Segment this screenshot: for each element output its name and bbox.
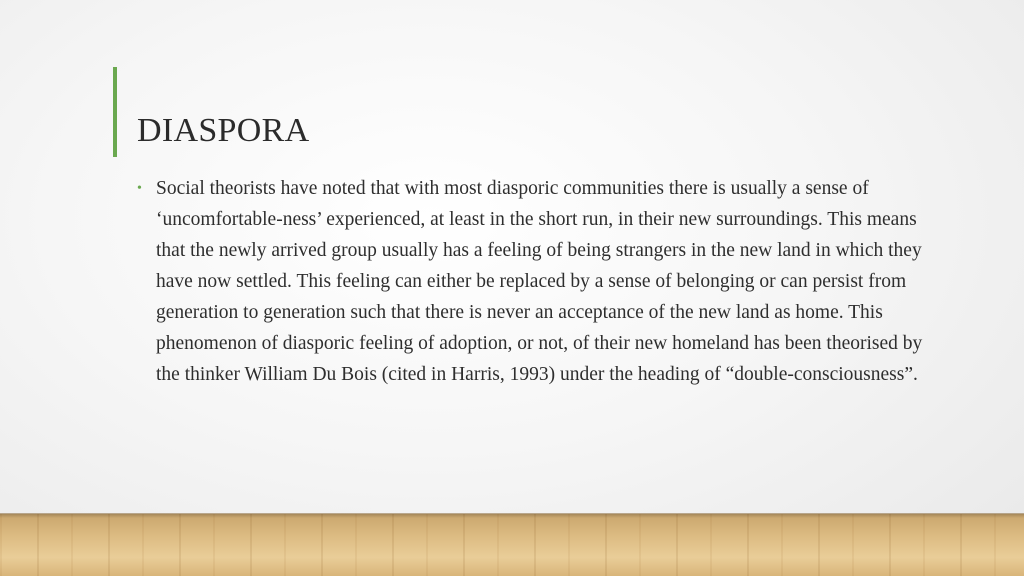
bullet-item bbox=[137, 173, 937, 390]
bullet-dot-icon: • bbox=[137, 181, 142, 196]
slide-body bbox=[137, 173, 937, 390]
slide-title: DIASPORA bbox=[137, 112, 310, 149]
bullet-text: Social theorists have noted that with most diasporic communities there is usually a sense of ‘uncomfortable-ness’ experienced, at least in the short run, in their new surroundings. This means that the newly arrived group usually has a feeling of being strangers in the new land in which they have now settled. This feeling can either be replaced by a sense of belonging or can persist from generation to generation such that there is never an acceptance of the new land as home. This phenomenon of diasporic feeling of adoption, or not, of their new homeland has been theorised by the thinker William Du Bois (cited in Harris, 1993) under the heading of “double-consciousness”. bbox=[156, 178, 923, 385]
wood-floor-decoration bbox=[0, 514, 1024, 576]
title-accent-bar bbox=[113, 67, 117, 157]
